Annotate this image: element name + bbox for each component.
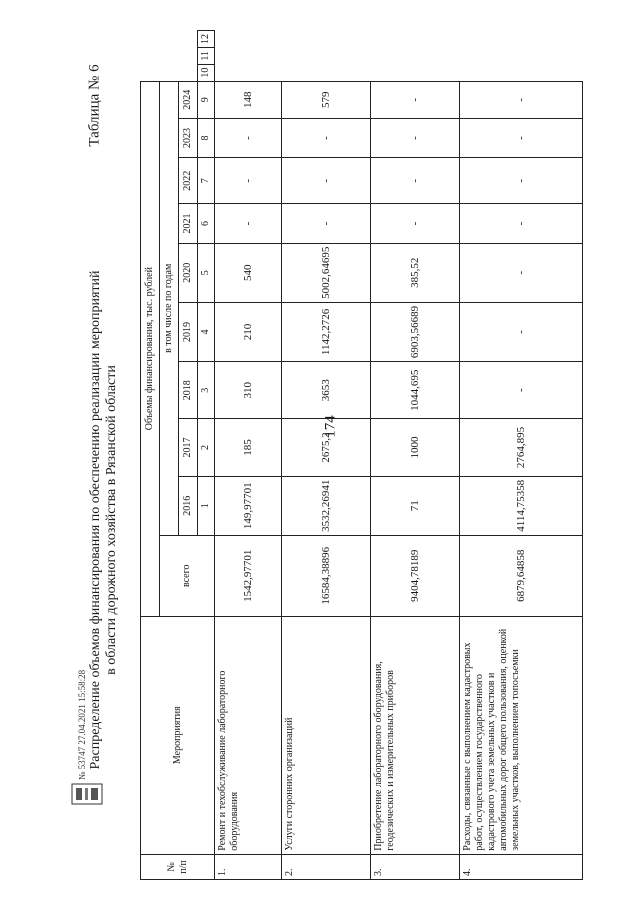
row-value: 3532,26941 (282, 476, 371, 535)
col-number: 4 (198, 302, 215, 361)
row-value: - (282, 118, 371, 157)
row-total: 9404,78189 (371, 535, 460, 616)
table-row (460, 31, 583, 880)
header-volume: Объемы финансирования, тыс. рублей (141, 81, 160, 616)
table-row (215, 31, 282, 880)
row-number: 1. (215, 854, 282, 879)
row-value: 5002,64695 (282, 243, 371, 302)
rotated-table-page (60, 25, 600, 880)
row-value: - (460, 362, 583, 419)
col-number: 2 (198, 419, 215, 476)
row-value: - (215, 204, 282, 243)
year-cell: 2020 (179, 243, 198, 302)
row-value: 210 (215, 302, 282, 361)
row-value: - (215, 158, 282, 205)
table-row (282, 31, 371, 880)
row-value: 2675,2 (282, 419, 371, 476)
row-number: 4. (460, 854, 583, 879)
year-cell: 2022 (179, 158, 198, 205)
header-by-year: в том числе по годам (160, 81, 179, 535)
col-number: 3 (198, 362, 215, 419)
row-value: 149,97701 (215, 476, 282, 535)
row-value: 4114,75358 (460, 476, 583, 535)
row-event-name: Расходы, связанные с выполнением кадастровых работ, осуществлением государственного кадастрового учета земельных участков и автомобильных дорог общего пользования, оценкой земельных участков, выполнением топосъемки (460, 616, 583, 854)
row-value: 71 (371, 476, 460, 535)
row-value: 385,52 (371, 243, 460, 302)
row-total: 16584,38896 (282, 535, 371, 616)
row-value: - (282, 204, 371, 243)
row-value: 2764,895 (460, 419, 583, 476)
col-number: 9 (198, 81, 215, 118)
row-total: 6879,64858 (460, 535, 583, 616)
header-total: всего (160, 535, 215, 616)
year-cell: 2016 (179, 476, 198, 535)
row-value: - (460, 243, 583, 302)
row-value: 540 (215, 243, 282, 302)
year-cell: 2018 (179, 362, 198, 419)
title-line-2: в области дорожного хозяйства в Рязанской области (104, 365, 119, 675)
header-num: № п/п (141, 854, 215, 879)
row-total: 1542,97701 (215, 535, 282, 616)
row-value: - (282, 158, 371, 205)
row-value: - (215, 118, 282, 157)
row-value: 6903,56689 (371, 302, 460, 361)
year-cell: 2019 (179, 302, 198, 361)
year-cell: 2021 (179, 204, 198, 243)
row-value: - (371, 158, 460, 205)
year-cell: 2024 (179, 81, 198, 118)
footer-registration-text: № 53747 27.04.2021 15:58:28 (77, 669, 87, 781)
row-value: 148 (215, 81, 282, 118)
row-number: 3. (371, 854, 460, 879)
row-value: - (460, 302, 583, 361)
year-cell: 2017 (179, 419, 198, 476)
col-number: 7 (198, 158, 215, 205)
row-value: 1000 (371, 419, 460, 476)
title-line-1: Распределение объемов финансирования по обеспечению реализации мероприятий (88, 270, 103, 770)
row-value: 1142,2726 (282, 302, 371, 361)
financing-table (140, 30, 583, 880)
row-number: 2. (282, 854, 371, 879)
col-number: 1 (198, 476, 215, 535)
row-value: - (460, 81, 583, 118)
row-value: 579 (282, 81, 371, 118)
row-value: - (460, 158, 583, 205)
row-value: 1044,695 (371, 362, 460, 419)
page-number: 174 (322, 415, 339, 438)
row-event-name: Приобретение лабораторного оборудования, геодезических и измерительных приборов (371, 616, 460, 854)
year-cell: 2023 (179, 118, 198, 157)
header-event: Мероприятия (141, 616, 215, 854)
row-event-name: Услуги сторонних организаций (282, 616, 371, 854)
col-number: 6 (198, 204, 215, 243)
col-number: 11 (198, 48, 215, 65)
row-value: 310 (215, 362, 282, 419)
table-label: Таблица № 6 (86, 64, 103, 147)
row-event-name: Ремонт и техобслуживание лабораторного оборудования (215, 616, 282, 854)
col-number: 10 (198, 64, 215, 81)
document-title (88, 260, 120, 780)
row-value: - (371, 81, 460, 118)
row-value: 185 (215, 419, 282, 476)
row-value: - (460, 204, 583, 243)
col-number: 12 (198, 31, 215, 48)
registration-stamp-icon (70, 780, 104, 808)
row-value: - (371, 118, 460, 157)
row-value: 3653 (282, 362, 371, 419)
col-number: 8 (198, 118, 215, 157)
row-value: - (460, 118, 583, 157)
col-number: 5 (198, 243, 215, 302)
row-value: - (371, 204, 460, 243)
table-row (371, 31, 460, 880)
